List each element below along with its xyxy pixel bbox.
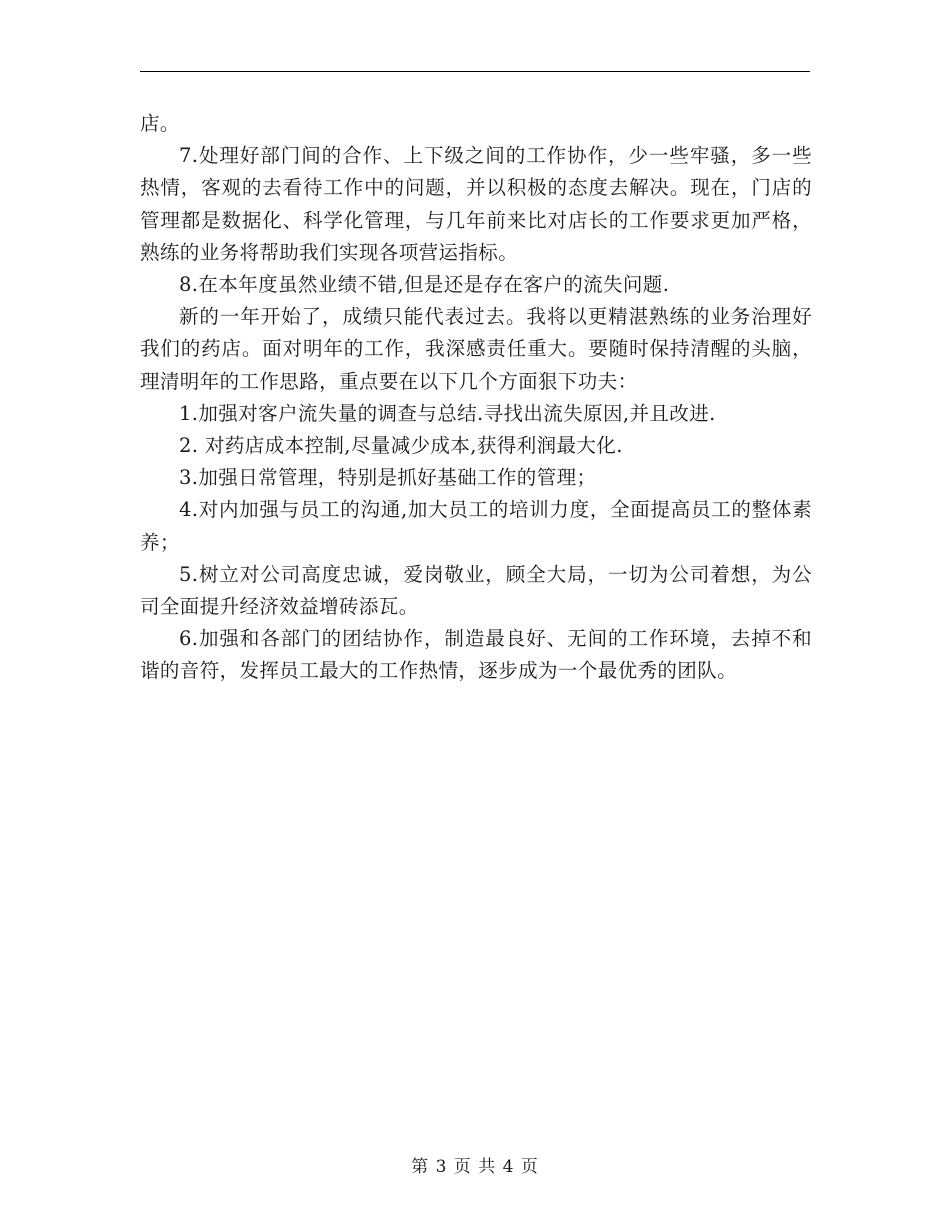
header-rule <box>140 71 810 72</box>
paragraph-plan-4: 4.对内加强与员工的沟通,加大员工的培训力度，全面提高员工的整体素养； <box>140 498 812 554</box>
paragraph-item-8: 8.在本年度虽然业绩不错,但是还是存在客户的流失问题. <box>179 273 670 297</box>
paragraph-continuation: 店。 <box>140 112 180 135</box>
paragraph-item-7: 7.处理好部门间的合作、上下级之间的工作协作，少一些牢骚，多一些热情，客观的去看待工作中的问题，并以积极的态度去解决。现在，门店的管理都是数据化、科学化管理，与几年前来比对店长的工作要求更加严格，熟练的业务将帮助我们实现各项营运指标。 <box>140 144 812 264</box>
paragraph-new-year: 新的一年开始了，成绩只能代表过去。我将以更精湛熟练的业务治理好我们的药店。面对明年的工作，我深感责任重大。要随时保持清醒的头脑，理清明年的工作思路，重点要在以下几个方面狠下功夫： <box>140 305 812 393</box>
page-number-footer: 第 3 页 共 4 页 <box>411 1157 539 1177</box>
paragraph-plan-5: 5.树立对公司高度忠诚，爱岗敬业，顾全大局，一切为公司着想，为公司全面提升经济效益增砖添瓦。 <box>140 562 812 619</box>
paragraph-plan-6: 6.加强和各部门的团结协作，制造最良好、无间的工作环境，去掉不和谐的音符，发挥员工最大的工作热情，逐步成为一个最优秀的团队。 <box>140 627 812 683</box>
paragraph-plan-3: 3.加强日常管理，特别是抓好基础工作的管理； <box>179 466 597 490</box>
document-body <box>140 108 812 688</box>
paragraph-plan-2: 2. 对药店成本控制,尽量减少成本,获得利润最大化. <box>179 434 623 458</box>
paragraph-plan-1: 1.加强对客户流失量的调查与总结.寻找出流失原因,并且改进. <box>179 401 716 425</box>
